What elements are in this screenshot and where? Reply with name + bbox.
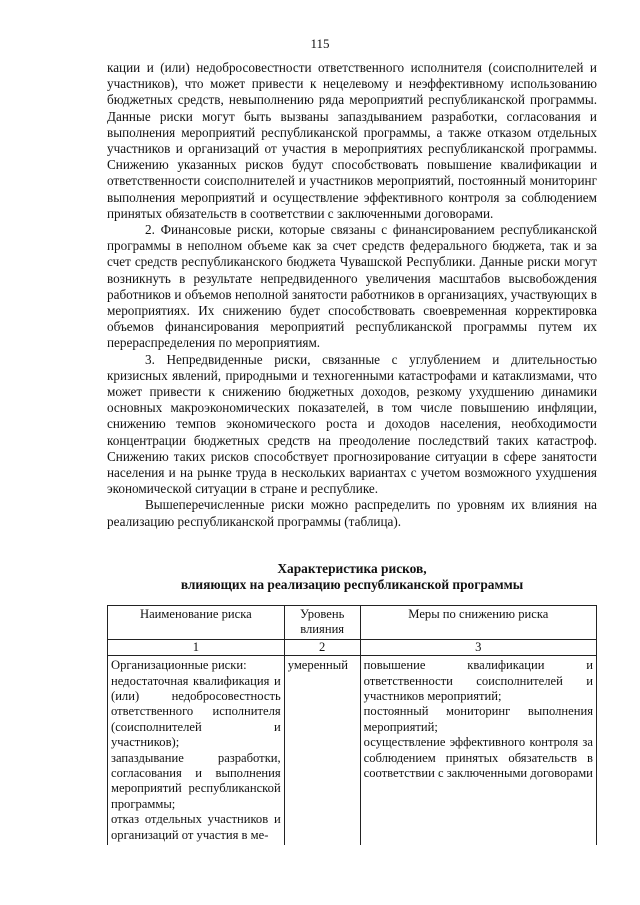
measure-item: постоянный мониторинг выполнения мероприятий;	[363, 704, 593, 734]
column-number-2: 2	[284, 639, 360, 655]
measure-item: осуществление эффективного контроля за соблюдением принятых обязательств в соответствии с заключенными договорами	[363, 735, 593, 781]
column-number-3: 3	[360, 639, 596, 655]
table-title-line-2: влияющих на реализацию республиканской программы	[180, 577, 524, 592]
risk-item: отказ отдельных участников и организаций от участия в ме-	[111, 812, 281, 842]
page-number: 115	[310, 36, 330, 51]
mitigation-measures-cell	[360, 656, 596, 845]
column-number-row	[108, 639, 597, 655]
body-text	[107, 60, 597, 530]
column-number-1: 1	[108, 639, 285, 655]
header-risk-name: Наименование риска	[108, 606, 285, 640]
risk-item: недостаточная квалификация и (или) недобросовестность ответственного исполнителя (соисполнителей и участников);	[111, 673, 281, 750]
paragraph-organizational-risks-continued: кации и (или) недобросовестности ответственного исполнителя (соисполнителей и участников), что может привести к нецелевому и неэффективному использованию бюджетных средств, невыполнению ряда мероприятий республиканской программы. Данные риски могут быть вызваны запаздыванием разработки, согласования и выполнения мероприятий республиканской программы, а также отказом отдельных участников и организаций от участия в мероприятиях республиканской программы. Снижению указанных рисков будут способствовать повышение квалификации и ответственности соисполнителей и участников мероприятий, постоянный мониторинг выполнения мероприятий и осуществление эффективного контроля за соблюдением принятых обязательств в соответствии с заключенными договорами.	[107, 60, 597, 221]
table-row	[108, 656, 597, 845]
table-title-line-1: Характеристика рисков,	[277, 561, 427, 576]
risk-table	[107, 605, 597, 845]
header-impact-level: Уровень влияния	[284, 606, 360, 640]
risk-item: запаздывание разработки, согласования и выполнения мероприятий республиканской программы;	[111, 750, 281, 811]
header-mitigation-measures: Меры по снижению риска	[360, 606, 596, 640]
table-header-row	[108, 606, 597, 640]
risk-category: Организационные риски:	[111, 658, 247, 673]
measure-item: повышение квалификации и ответственности соисполнителей и участников мероприятий;	[363, 658, 593, 704]
paragraph-risk-distribution: Вышеперечисленные риски можно распределить по уровням их влияния на реализацию республиканской программы (таблица).	[107, 497, 597, 529]
impact-level-cell: умеренный	[284, 656, 360, 845]
paragraph-unforeseen-risks: 3. Непредвиденные риски, связанные с углублением и длительностью кризисных явлений, природными и техногенными катастрофами и катаклизмами, что может привести к снижению бюджетных доходов, резкому ухудшению динамики основных макроэкономических показателей, в том числе повышению инфляции, снижению темпов экономического роста и доходов населения, необходимости концентрации бюджетных средств на преодоление последствий таких катастроф. Снижению таких рисков способствует прогнозирование ситуации в сфере занятости населения и на рынке труда в нескольких вариантах с учетом возможного ухудшения экономической ситуации в стране и республике.	[107, 351, 597, 497]
paragraph-financial-risks: 2. Финансовые риски, которые связаны с финансированием республиканской программы в неполном объеме как за счет средств федерального бюджета, так и за счет средств республиканского бюджета Чувашской Республики. Данные риски могут возникнуть в результате непредвиденного увеличения масштабов высвобождения работников и объемов неполной занятости работников в организациях, участвующих в мероприятиях. Их снижению будет способствовать своевременная корректировка объемов финансирования мероприятий республиканской программы путем их перераспределения по мероприятиям.	[107, 222, 597, 351]
risk-name-cell	[108, 656, 285, 845]
table-title	[107, 561, 597, 593]
